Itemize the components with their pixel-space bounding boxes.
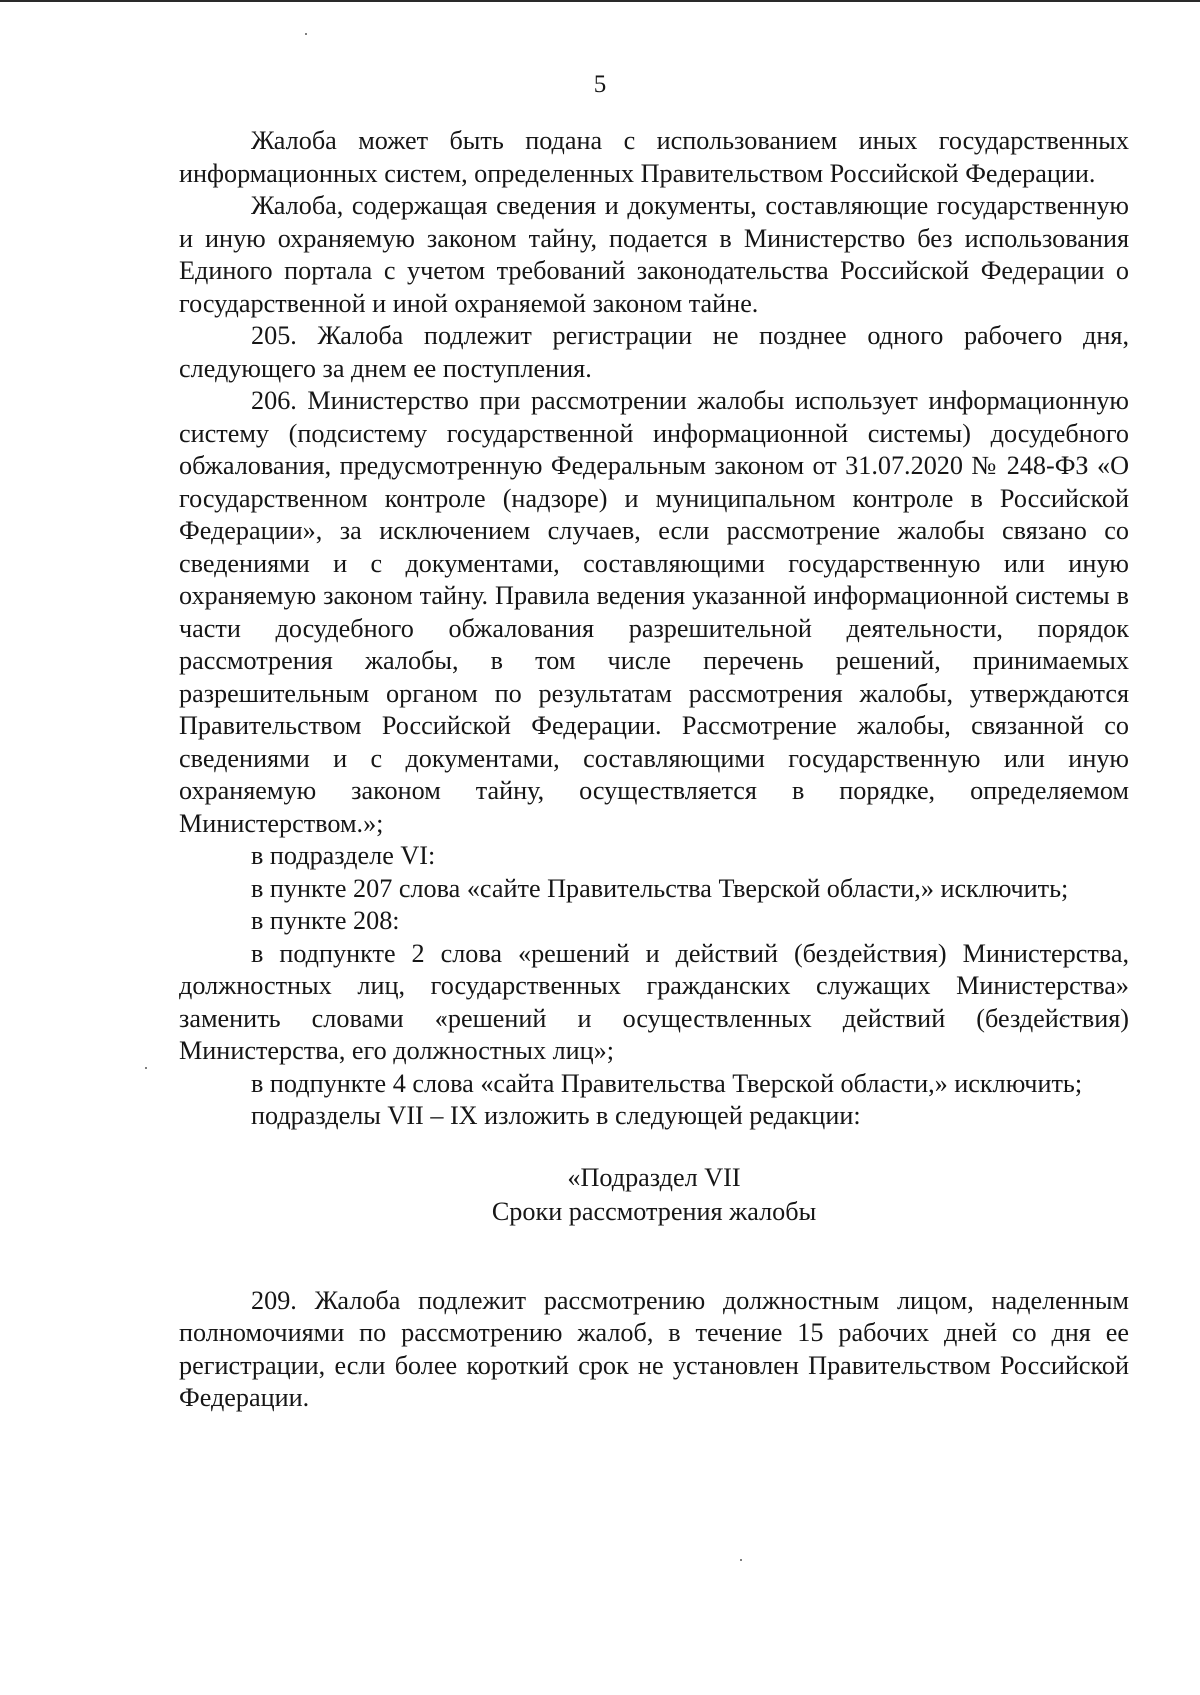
paragraph: подразделы VII – IX изложить в следующей редакции: [251, 1101, 861, 1130]
paragraph-206: 206. Министерство при рассмотрении жалобы использует информационную систему (подсистему государственной информационной системы) досудебного обжалования, предусмотренную Федеральным законом от 31.07.2020 № 248-ФЗ «О государственном контроле (надзоре) и муниципальном контроле в Российской Федерации», за исключением случаев, если рассмотрение жалобы связано со сведениями и с документами, составляющими государственную или иную охраняемую законом тайну. Правила ведения указанной информационной системы в части досудебного обжалования разрешительной деятельности, порядок рассмотрения жалобы, в том числе перечень решений, принимаемых разрешительным органом по результатам рассмотрения жалобы, утверждаются Правительством Российской Федерации. Рассмотрение жалобы, связанной со сведениями и с документами, составляющими государственную или иную охраняемую законом тайну, осуществляется в порядке, определяемом Министерством.»; [179, 386, 1129, 838]
paragraph-205: 205. Жалоба подлежит регистрации не позднее одного рабочего дня, следующего за днем ее поступления. [179, 321, 1129, 383]
scan-speck [305, 33, 307, 35]
paragraph: в подпункте 4 слова «сайта Правительства Тверской области,» исключить; [251, 1068, 1083, 1098]
scan-speck [145, 1067, 147, 1069]
document-body [179, 125, 1129, 1415]
paragraph: в подразделе VI: [251, 841, 436, 870]
paragraph: Жалоба, содержащая сведения и документы, составляющие государственную и иную охраняемую законом тайну, подается в Министерство без использования Единого портала с учетом требований законодательства Российской Федерации о государственной и иной охраняемой законом тайне. [179, 191, 1129, 318]
paragraph: Жалоба может быть подана с использованием иных государственных информационных систем, определенных Правительством Российской Федерации. [179, 126, 1129, 188]
paragraph-209: 209. Жалоба подлежит рассмотрению должностным лицом, наделенным полномочиями по рассмотрению жалоб, в течение 15 рабочих дней со дня ее регистрации, если более короткий срок не установлен Правительством Российской Федерации. [179, 1285, 1129, 1412]
subsection-heading [179, 1161, 1129, 1229]
paragraph: в пункте 208: [251, 906, 400, 935]
page-number: 5 [593, 71, 607, 98]
scan-top-edge [0, 0, 1200, 2]
subsection-number: «Подраздел VII [567, 1162, 741, 1192]
paragraph: в пункте 207 слова «сайте Правительства Тверской области,» исключить; [251, 873, 1069, 903]
subsection-title: Сроки рассмотрения жалобы [491, 1196, 817, 1226]
scan-speck [740, 1559, 742, 1561]
paragraph: в подпункте 2 слова «решений и действий (бездействия) Министерства, должностных лиц, государственных гражданских служащих Министерства» заменить словами «решений и осуществленных действий (бездействия) Министерства, его должностных лиц»; [179, 938, 1129, 1065]
